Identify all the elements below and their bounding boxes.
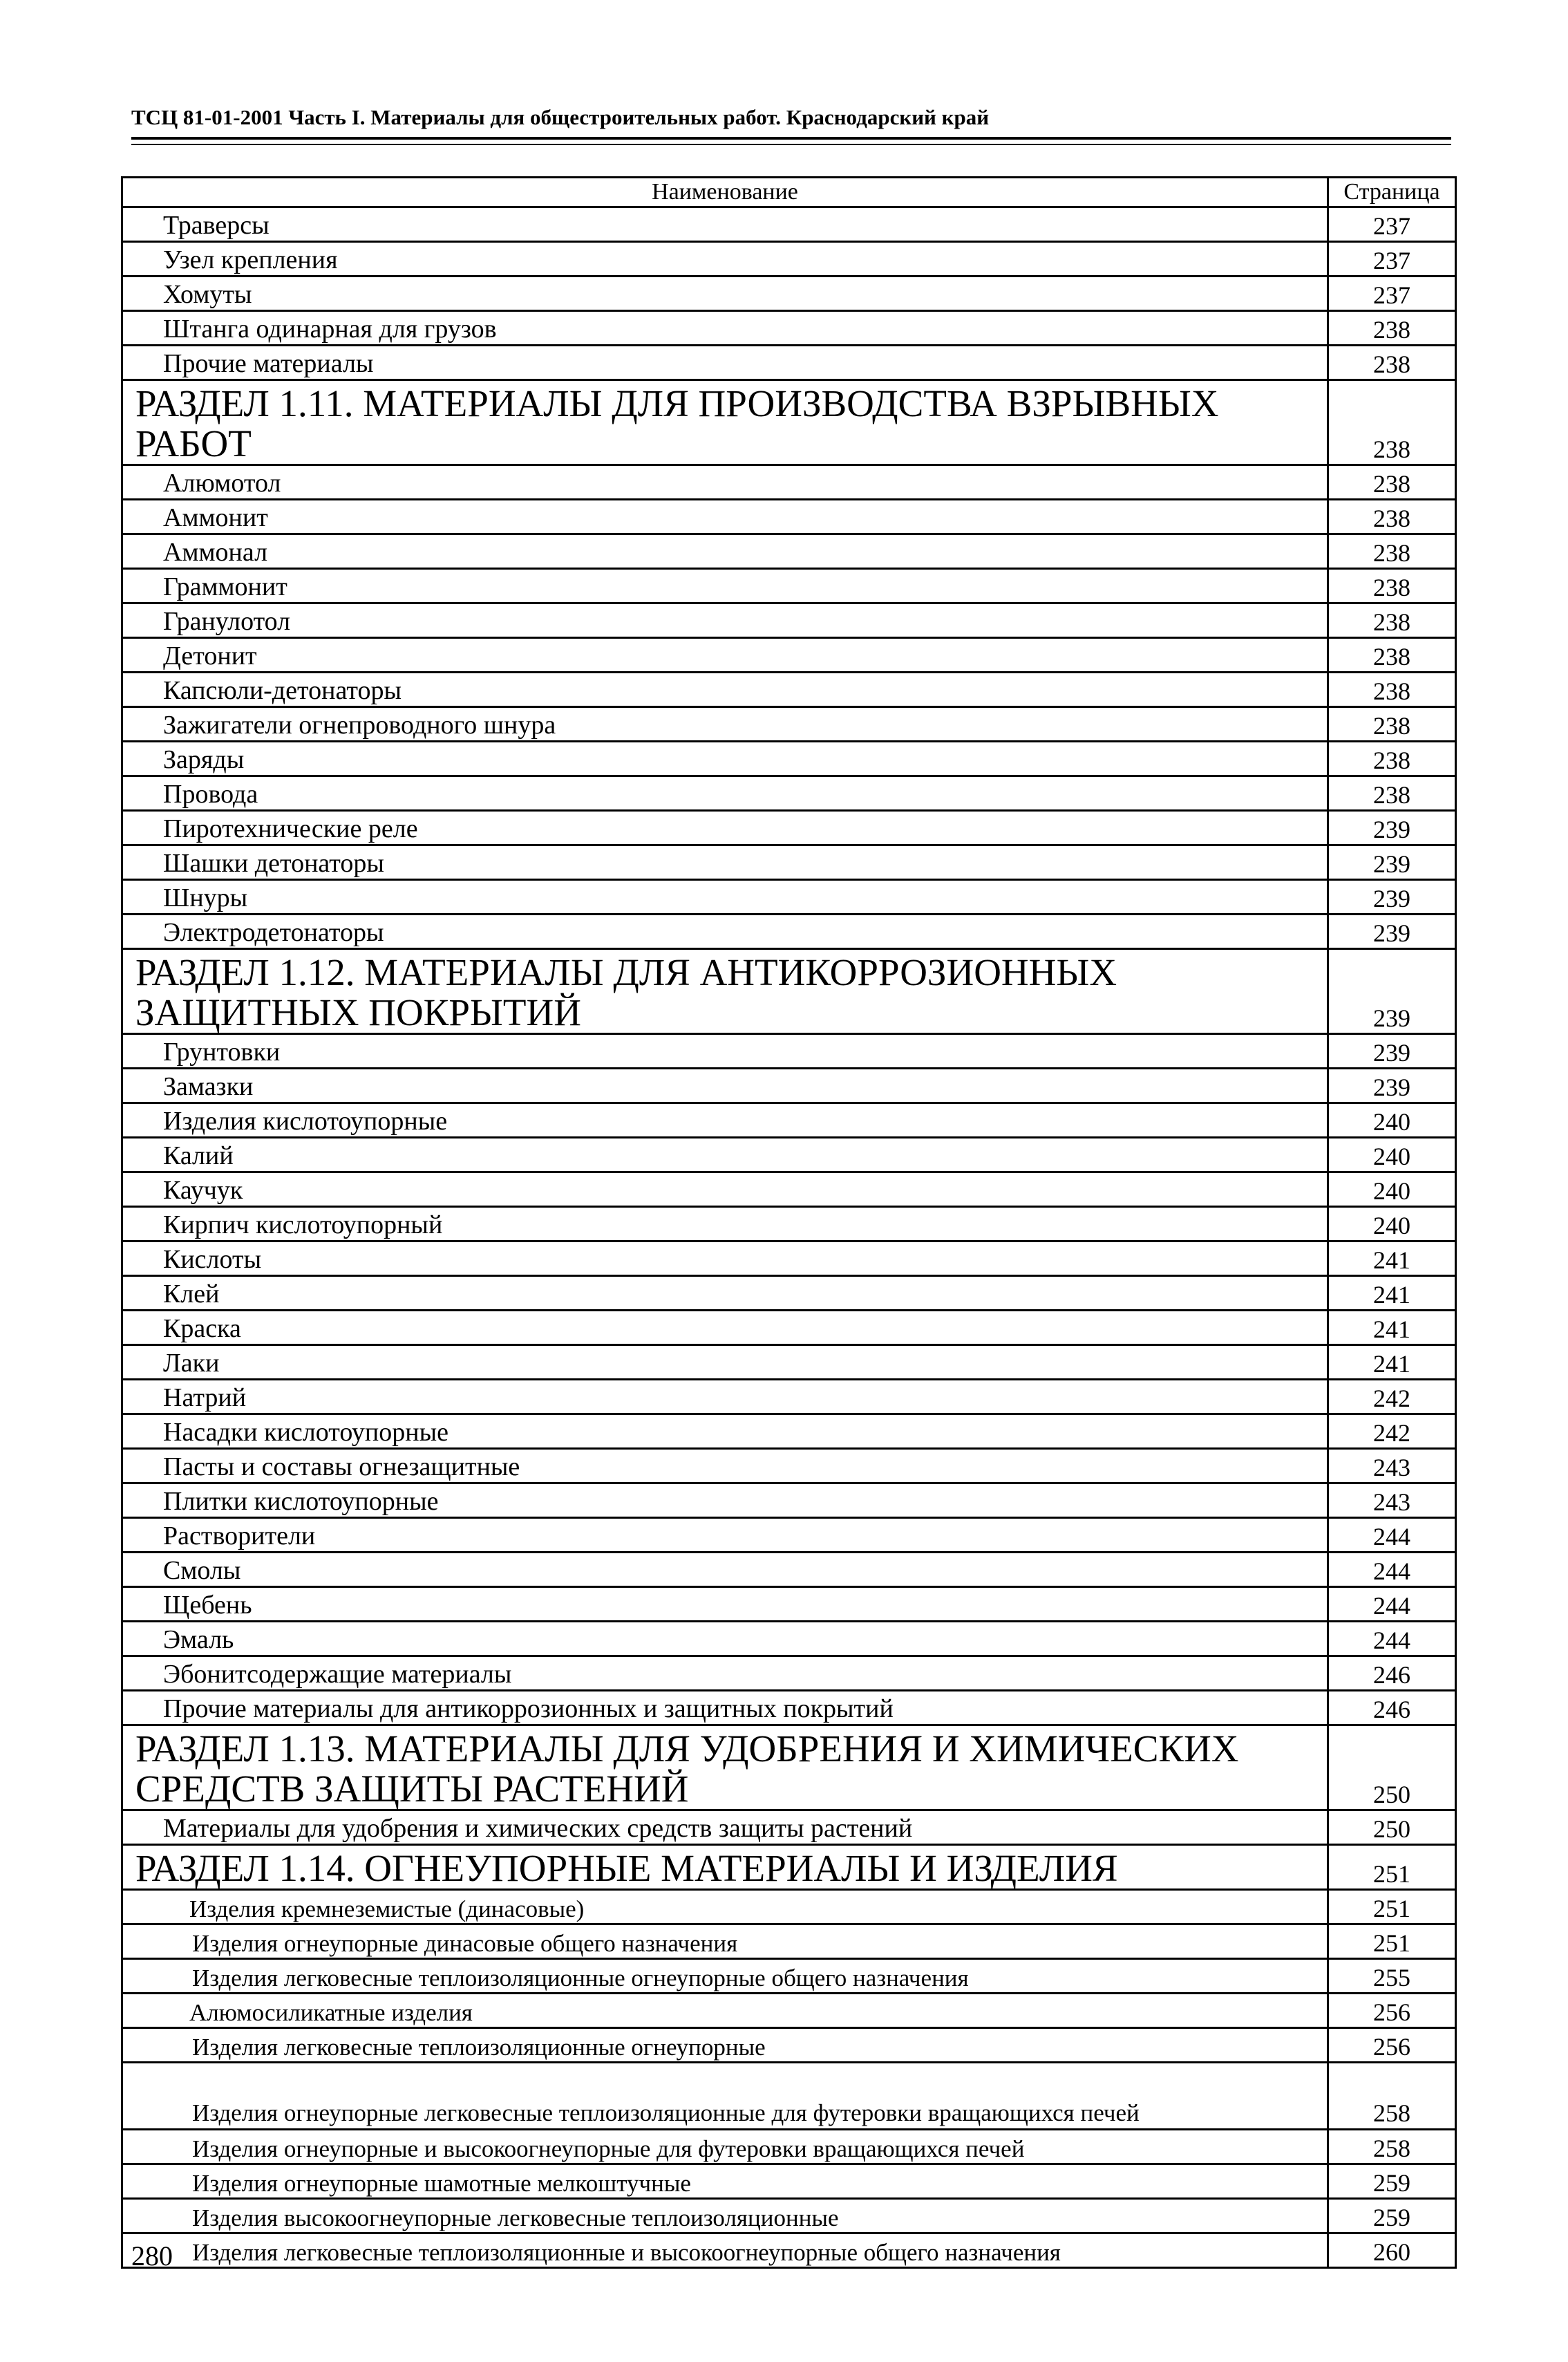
page-ref: 251 [1328, 1890, 1456, 1924]
item-name: Детонит [122, 638, 1328, 673]
table-row [122, 276, 1456, 311]
page-ref: 246 [1328, 1656, 1456, 1691]
item-name: Провода [122, 776, 1328, 811]
table-row [122, 1345, 1456, 1380]
page-ref: 243 [1328, 1449, 1456, 1483]
table-row [122, 1691, 1456, 1725]
section-title: РАЗДЕЛ 1.14. ОГНЕУПОРНЫЕ МАТЕРИАЛЫ И ИЗДЕЛИЯ [122, 1845, 1328, 1890]
item-name: Каучук [122, 1172, 1328, 1207]
item-name: Грунтовки [122, 1034, 1328, 1069]
item-name: Изделия огнеупорные шамотные мелкоштучные [122, 2164, 1328, 2199]
item-name: Клей [122, 1276, 1328, 1311]
page-ref: 240 [1328, 1138, 1456, 1172]
page-ref: 240 [1328, 1172, 1456, 1207]
table-row [122, 1483, 1456, 1518]
item-name: Изделия огнеупорные динасовые общего назначения [122, 1924, 1328, 1959]
section-title: РАЗДЕЛ 1.12. МАТЕРИАЛЫ ДЛЯ АНТИКОРРОЗИОННЫХ ЗАЩИТНЫХ ПОКРЫТИЙ [122, 949, 1328, 1034]
page-ref: 250 [1328, 1810, 1456, 1845]
page-ref: 259 [1328, 2164, 1456, 2199]
table-row [122, 707, 1456, 742]
section-row [122, 1845, 1456, 1890]
page-number: 280 [131, 2240, 173, 2271]
page-ref: 246 [1328, 1691, 1456, 1725]
item-name: Шнуры [122, 880, 1328, 915]
page-ref: 244 [1328, 1587, 1456, 1622]
page-ref: 238 [1328, 742, 1456, 776]
table-row [122, 207, 1456, 242]
table-row [122, 880, 1456, 915]
page-ref: 244 [1328, 1622, 1456, 1656]
page-ref: 239 [1328, 811, 1456, 845]
item-name: Материалы для удобрения и химических средств защиты растений [122, 1810, 1328, 1845]
table-row [122, 500, 1456, 534]
item-name: Смолы [122, 1553, 1328, 1587]
item-name: Щебень [122, 1587, 1328, 1622]
page-ref: 255 [1328, 1959, 1456, 1994]
table-row [122, 1518, 1456, 1553]
page-ref: 239 [1328, 915, 1456, 949]
page-ref: 240 [1328, 1103, 1456, 1138]
table-row [122, 465, 1456, 500]
item-name: Зажигатели огнепроводного шнура [122, 707, 1328, 742]
page-ref: 243 [1328, 1483, 1456, 1518]
table-row [122, 915, 1456, 949]
item-name: Штанга одинарная для грузов [122, 311, 1328, 346]
section-row [122, 949, 1456, 1034]
table-row [122, 1276, 1456, 1311]
item-name: Пасты и составы огнезащитные [122, 1449, 1328, 1483]
page-ref: 238 [1328, 673, 1456, 707]
item-name: Эбонитсодержащие материалы [122, 1656, 1328, 1691]
table-row [122, 311, 1456, 346]
item-name: Плитки кислотоупорные [122, 1483, 1328, 1518]
table-row [122, 1241, 1456, 1276]
table-row [122, 2130, 1456, 2164]
table-row [122, 673, 1456, 707]
page-ref: 250 [1328, 1725, 1456, 1810]
item-name: Пиротехнические реле [122, 811, 1328, 845]
item-name: Кирпич кислотоупорный [122, 1207, 1328, 1241]
table-row [122, 346, 1456, 380]
item-name: Эмаль [122, 1622, 1328, 1656]
table-row [122, 1138, 1456, 1172]
item-name: Кислоты [122, 1241, 1328, 1276]
page-ref: 238 [1328, 380, 1456, 465]
item-name: Хомуты [122, 276, 1328, 311]
section-title: РАЗДЕЛ 1.13. МАТЕРИАЛЫ ДЛЯ УДОБРЕНИЯ И ХИМИЧЕСКИХ СРЕДСТВ ЗАЩИТЫ РАСТЕНИЙ [122, 1725, 1328, 1810]
column-header-name: Наименование [122, 178, 1328, 207]
table-row [122, 2063, 1456, 2130]
item-name: Изделия огнеупорные и высокоогнеупорные для футеровки вращающихся печей [122, 2130, 1328, 2164]
table-row [122, 1069, 1456, 1103]
page-ref: 238 [1328, 346, 1456, 380]
page-ref: 258 [1328, 2063, 1456, 2130]
table-row [122, 1587, 1456, 1622]
item-name: Изделия кремнеземистые (динасовые) [122, 1890, 1328, 1924]
page-ref: 251 [1328, 1845, 1456, 1890]
table-row [122, 1622, 1456, 1656]
item-name: Изделия огнеупорные легковесные теплоизоляционные для футеровки вращающихся печей [122, 2063, 1328, 2130]
item-name: Натрий [122, 1380, 1328, 1414]
page-ref: 238 [1328, 500, 1456, 534]
item-name: Изделия легковесные теплоизоляционные огнеупорные общего назначения [122, 1959, 1328, 1994]
table-row [122, 1553, 1456, 1587]
table-row [122, 638, 1456, 673]
table-row [122, 534, 1456, 569]
table-row [122, 1890, 1456, 1924]
table-row [122, 1994, 1456, 2028]
page-ref: 238 [1328, 776, 1456, 811]
item-name: Шашки детонаторы [122, 845, 1328, 880]
page-ref: 240 [1328, 1207, 1456, 1241]
item-name: Аммонал [122, 534, 1328, 569]
item-name: Изделия легковесные теплоизоляционные и высокоогнеупорные общего назначения [122, 2233, 1328, 2268]
table-row [122, 242, 1456, 276]
item-name: Электродетонаторы [122, 915, 1328, 949]
table-row [122, 1103, 1456, 1138]
page-ref: 239 [1328, 1069, 1456, 1103]
page-ref: 239 [1328, 949, 1456, 1034]
item-name: Узел крепления [122, 242, 1328, 276]
page-ref: 239 [1328, 845, 1456, 880]
item-name: Лаки [122, 1345, 1328, 1380]
section-title: РАЗДЕЛ 1.11. МАТЕРИАЛЫ ДЛЯ ПРОИЗВОДСТВА ВЗРЫВНЫХ РАБОТ [122, 380, 1328, 465]
page-ref: 242 [1328, 1414, 1456, 1449]
table-row [122, 2199, 1456, 2233]
page-ref: 238 [1328, 534, 1456, 569]
item-name: Аммонит [122, 500, 1328, 534]
section-row [122, 1725, 1456, 1810]
item-name: Алюмотол [122, 465, 1328, 500]
table-row [122, 569, 1456, 603]
page-ref: 258 [1328, 2130, 1456, 2164]
table-row [122, 2233, 1456, 2268]
page-ref: 241 [1328, 1311, 1456, 1345]
table-row [122, 1311, 1456, 1345]
item-name: Капсюли-детонаторы [122, 673, 1328, 707]
table-row [122, 603, 1456, 638]
page-ref: 238 [1328, 707, 1456, 742]
table-row [122, 1810, 1456, 1845]
table-header-row [122, 178, 1456, 207]
item-name: Траверсы [122, 207, 1328, 242]
page-ref: 260 [1328, 2233, 1456, 2268]
header-rule [131, 137, 1451, 145]
table-row [122, 1449, 1456, 1483]
page-ref: 237 [1328, 207, 1456, 242]
page-ref: 238 [1328, 311, 1456, 346]
page-ref: 251 [1328, 1924, 1456, 1959]
table-row [122, 2164, 1456, 2199]
item-name: Прочие материалы для антикоррозионных и защитных покрытий [122, 1691, 1328, 1725]
table-row [122, 776, 1456, 811]
page-ref: 238 [1328, 569, 1456, 603]
item-name: Растворители [122, 1518, 1328, 1553]
page-ref: 256 [1328, 1994, 1456, 2028]
column-header-page: Страница [1328, 178, 1456, 207]
section-row [122, 380, 1456, 465]
item-name: Граммонит [122, 569, 1328, 603]
table-row [122, 742, 1456, 776]
page-ref: 238 [1328, 603, 1456, 638]
table-row [122, 1414, 1456, 1449]
item-name: Замазки [122, 1069, 1328, 1103]
item-name: Изделия высокоогнеупорные легковесные теплоизоляционные [122, 2199, 1328, 2233]
table-row [122, 1034, 1456, 1069]
item-name: Изделия легковесные теплоизоляционные огнеупорные [122, 2028, 1328, 2063]
table-row [122, 1924, 1456, 1959]
table-row [122, 811, 1456, 845]
item-name: Заряды [122, 742, 1328, 776]
page-ref: 241 [1328, 1345, 1456, 1380]
page-ref: 238 [1328, 638, 1456, 673]
running-header: ТСЦ 81-01-2001 Часть I. Материалы для общестроительных работ. Краснодарский край [131, 105, 990, 129]
item-name: Краска [122, 1311, 1328, 1345]
page-ref: 238 [1328, 465, 1456, 500]
page-ref: 237 [1328, 242, 1456, 276]
table-row [122, 1959, 1456, 1994]
contents-table [121, 176, 1457, 2269]
page-ref: 241 [1328, 1241, 1456, 1276]
page-ref: 241 [1328, 1276, 1456, 1311]
page-ref: 259 [1328, 2199, 1456, 2233]
page-ref: 239 [1328, 880, 1456, 915]
item-name: Прочие материалы [122, 346, 1328, 380]
item-name: Калий [122, 1138, 1328, 1172]
page-ref: 239 [1328, 1034, 1456, 1069]
item-name: Изделия кислотоупорные [122, 1103, 1328, 1138]
page-ref: 244 [1328, 1518, 1456, 1553]
item-name: Гранулотол [122, 603, 1328, 638]
table-row [122, 1172, 1456, 1207]
page-ref: 242 [1328, 1380, 1456, 1414]
table-row [122, 1207, 1456, 1241]
table-row [122, 1380, 1456, 1414]
table-row [122, 2028, 1456, 2063]
table-row [122, 845, 1456, 880]
page-ref: 256 [1328, 2028, 1456, 2063]
item-name: Насадки кислотоупорные [122, 1414, 1328, 1449]
page-ref: 237 [1328, 276, 1456, 311]
item-name: Алюмосиликатные изделия [122, 1994, 1328, 2028]
table-row [122, 1656, 1456, 1691]
page-ref: 244 [1328, 1553, 1456, 1587]
